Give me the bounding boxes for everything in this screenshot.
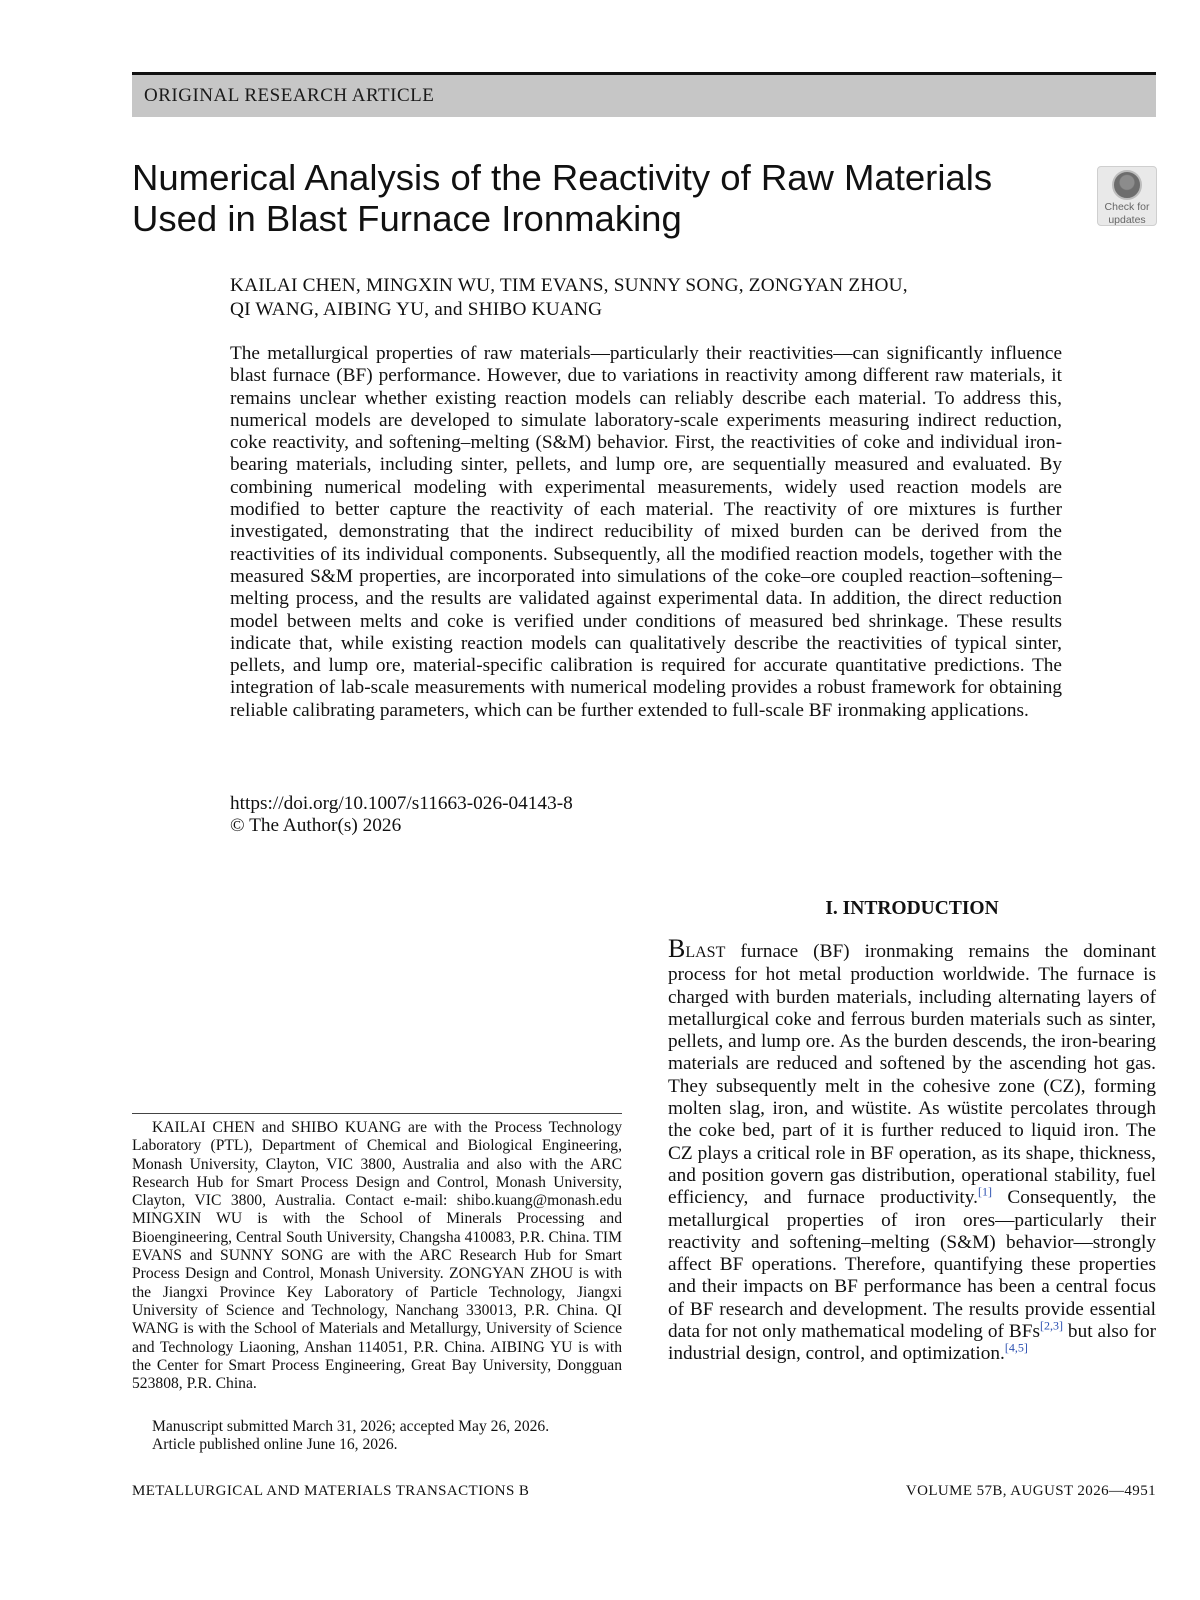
submission-dates: Manuscript submitted March 31, 2026; accepted May 26, 2026. <box>152 1418 550 1435</box>
introduction-heading: I. INTRODUCTION <box>825 898 999 919</box>
dropcap-letter: B <box>668 934 686 963</box>
abstract: The metallurgical properties of raw materials—particularly their reactivities—can significantly influence blast furnace (BF) performance. However, due to variations in reactivity among different raw materials, it remains unclear whether existing reaction models can reliably describe each material. To address this, numerical models are developed to simulate laboratory-scale experiments measuring indirect reduction, coke reactivity, and softening–melting (S&M) behavior. First, the reactivities of coke and individual iron-bearing materials, including sinter, pellets, and lump ore, are sequentially measured and evaluated. By combining numerical modeling with experimental measurements, widely used reaction models are modified to better capture the reactivity of each material. The reactivity of ore mixtures is further investigated, demonstrating that the indirect reducibility of mixed burden can be derived from the reactivities of its individual components. Subsequently, all the modified reaction models, together with the measured S&M properties, are incorporated into simulations of the coke–ore coupled reaction–softening–melting process, and the results are validated against experimental data. In addition, the direct reduction model between melts and coke is verified under conditions of measured bed shrinkage. These results indicate that, while existing reaction models can qualitatively describe the reactivities of typical sinter, pellets, and lump ore, material-specific calibration is required for accurate quantitative predictions. The integration of lab-scale measurements with numerical modeling provides a robust framework for obtaining reliable calibrating parameters, which can be further extended to full-scale BF ironmaking applications. <box>230 343 1062 721</box>
intro-text-1: furnace (BF) ironmaking remains the dominant process for hot metal production worldwide. The furnace is charged with burden materials, including alternating layers of metallurgical coke and ferrous burden materials such as sinter, pellets, and lump ore. As the burden descends, the iron-bearing materials are reduced and softened by the ascending hot gas. They subsequently melt in the cohesive zone (CZ), forming molten slag, iron, and wüstite. As wüstite percolates through the coke bed, part of it is further reduced to liquid iron. The CZ plays a critical role in BF operation, as its shape, thickness, and position govern gas distribution, operational stability, fuel efficiency, and furnace productivity. <box>668 941 1156 1209</box>
title-line-2: Used in Blast Furnace Ironmaking <box>132 198 682 239</box>
article-title <box>132 157 1012 239</box>
citation-link[interactable]: [2,3] <box>1039 1318 1063 1333</box>
journal-name: METALLURGICAL AND MATERIALS TRANSACTIONS B <box>132 1483 530 1499</box>
introduction-body <box>668 934 1157 1366</box>
check-for-updates-badge[interactable] <box>1097 166 1157 226</box>
citation-link[interactable]: [4,5] <box>1004 1340 1028 1355</box>
author-affiliations: KAILAI CHEN and SHIBO KUANG are with the Process Technology Laboratory (PTL), Department of Chemical and Biological Engineering, Monash University, Clayton, VIC 3800, Australia and also with the ARC Research Hub for Smart Process Design and Control, Monash University, Clayton, VIC 3800, Australia. Contact e-mail: shibo.kuang@monash.edu MINGXIN WU is with the School of Minerals Processing and Bioengineering, Central South University, Changsha 410083, P.R. China. TIM EVANS and SUNNY SONG are with the ARC Research Hub for Smart Process Design and Control, Monash University. ZONGYAN ZHOU is with the Jiangxi Province Key Laboratory of Particle Technology, Jiangxi University of Science and Technology, Nanchang 330013, P.R. China. QI WANG is with the School of Materials and Metallurgy, University of Science and Technology Liaoning, Anshan 114051, P.R. China. AIBING YU is with the Center for Smart Process Engineering, Great Bay University, Dongguan 523808, P.R. China. <box>132 1119 622 1393</box>
citation-link[interactable]: [1] <box>978 1184 992 1199</box>
title-line-1: Numerical Analysis of the Reactivity of Raw Materials <box>132 157 993 198</box>
smallcaps-word: LAST <box>685 944 726 961</box>
badge-line-1: Check for <box>1104 201 1150 213</box>
volume-page: VOLUME 57B, AUGUST 2026—4951 <box>905 1483 1156 1499</box>
copyright: © The Author(s) 2026 <box>230 815 402 836</box>
author-list <box>230 274 1090 322</box>
authors-line-2: QI WANG, AIBING YU, and SHIBO KUANG <box>230 299 603 320</box>
intro-text-2: Consequently, the metallurgical properties of iron ores—particularly their reactivity and softening–melting (S&M) behavior—strongly affect BF operations. Therefore, quantifying these properties and their impacts on BF performance has been a central focus of BF research and development. The results provide essential data for not only mathematical modeling of BFs <box>668 1187 1156 1343</box>
intro-text-3: but also for industrial design, control, and optimization. <box>668 1321 1157 1365</box>
doi-link[interactable]: https://doi.org/10.1007/s11663-026-04143-8 <box>230 793 573 814</box>
publication-date: Article published online June 16, 2026. <box>152 1436 398 1453</box>
crossmark-icon <box>1112 170 1142 200</box>
footnote-rule <box>132 1113 622 1114</box>
badge-line-2: updates <box>1108 214 1146 226</box>
article-type-banner: ORIGINAL RESEARCH ARTICLE <box>132 75 1156 117</box>
authors-line-1: KAILAI CHEN, MINGXIN WU, TIM EVANS, SUNNY SONG, ZONGYAN ZHOU, <box>230 275 908 296</box>
